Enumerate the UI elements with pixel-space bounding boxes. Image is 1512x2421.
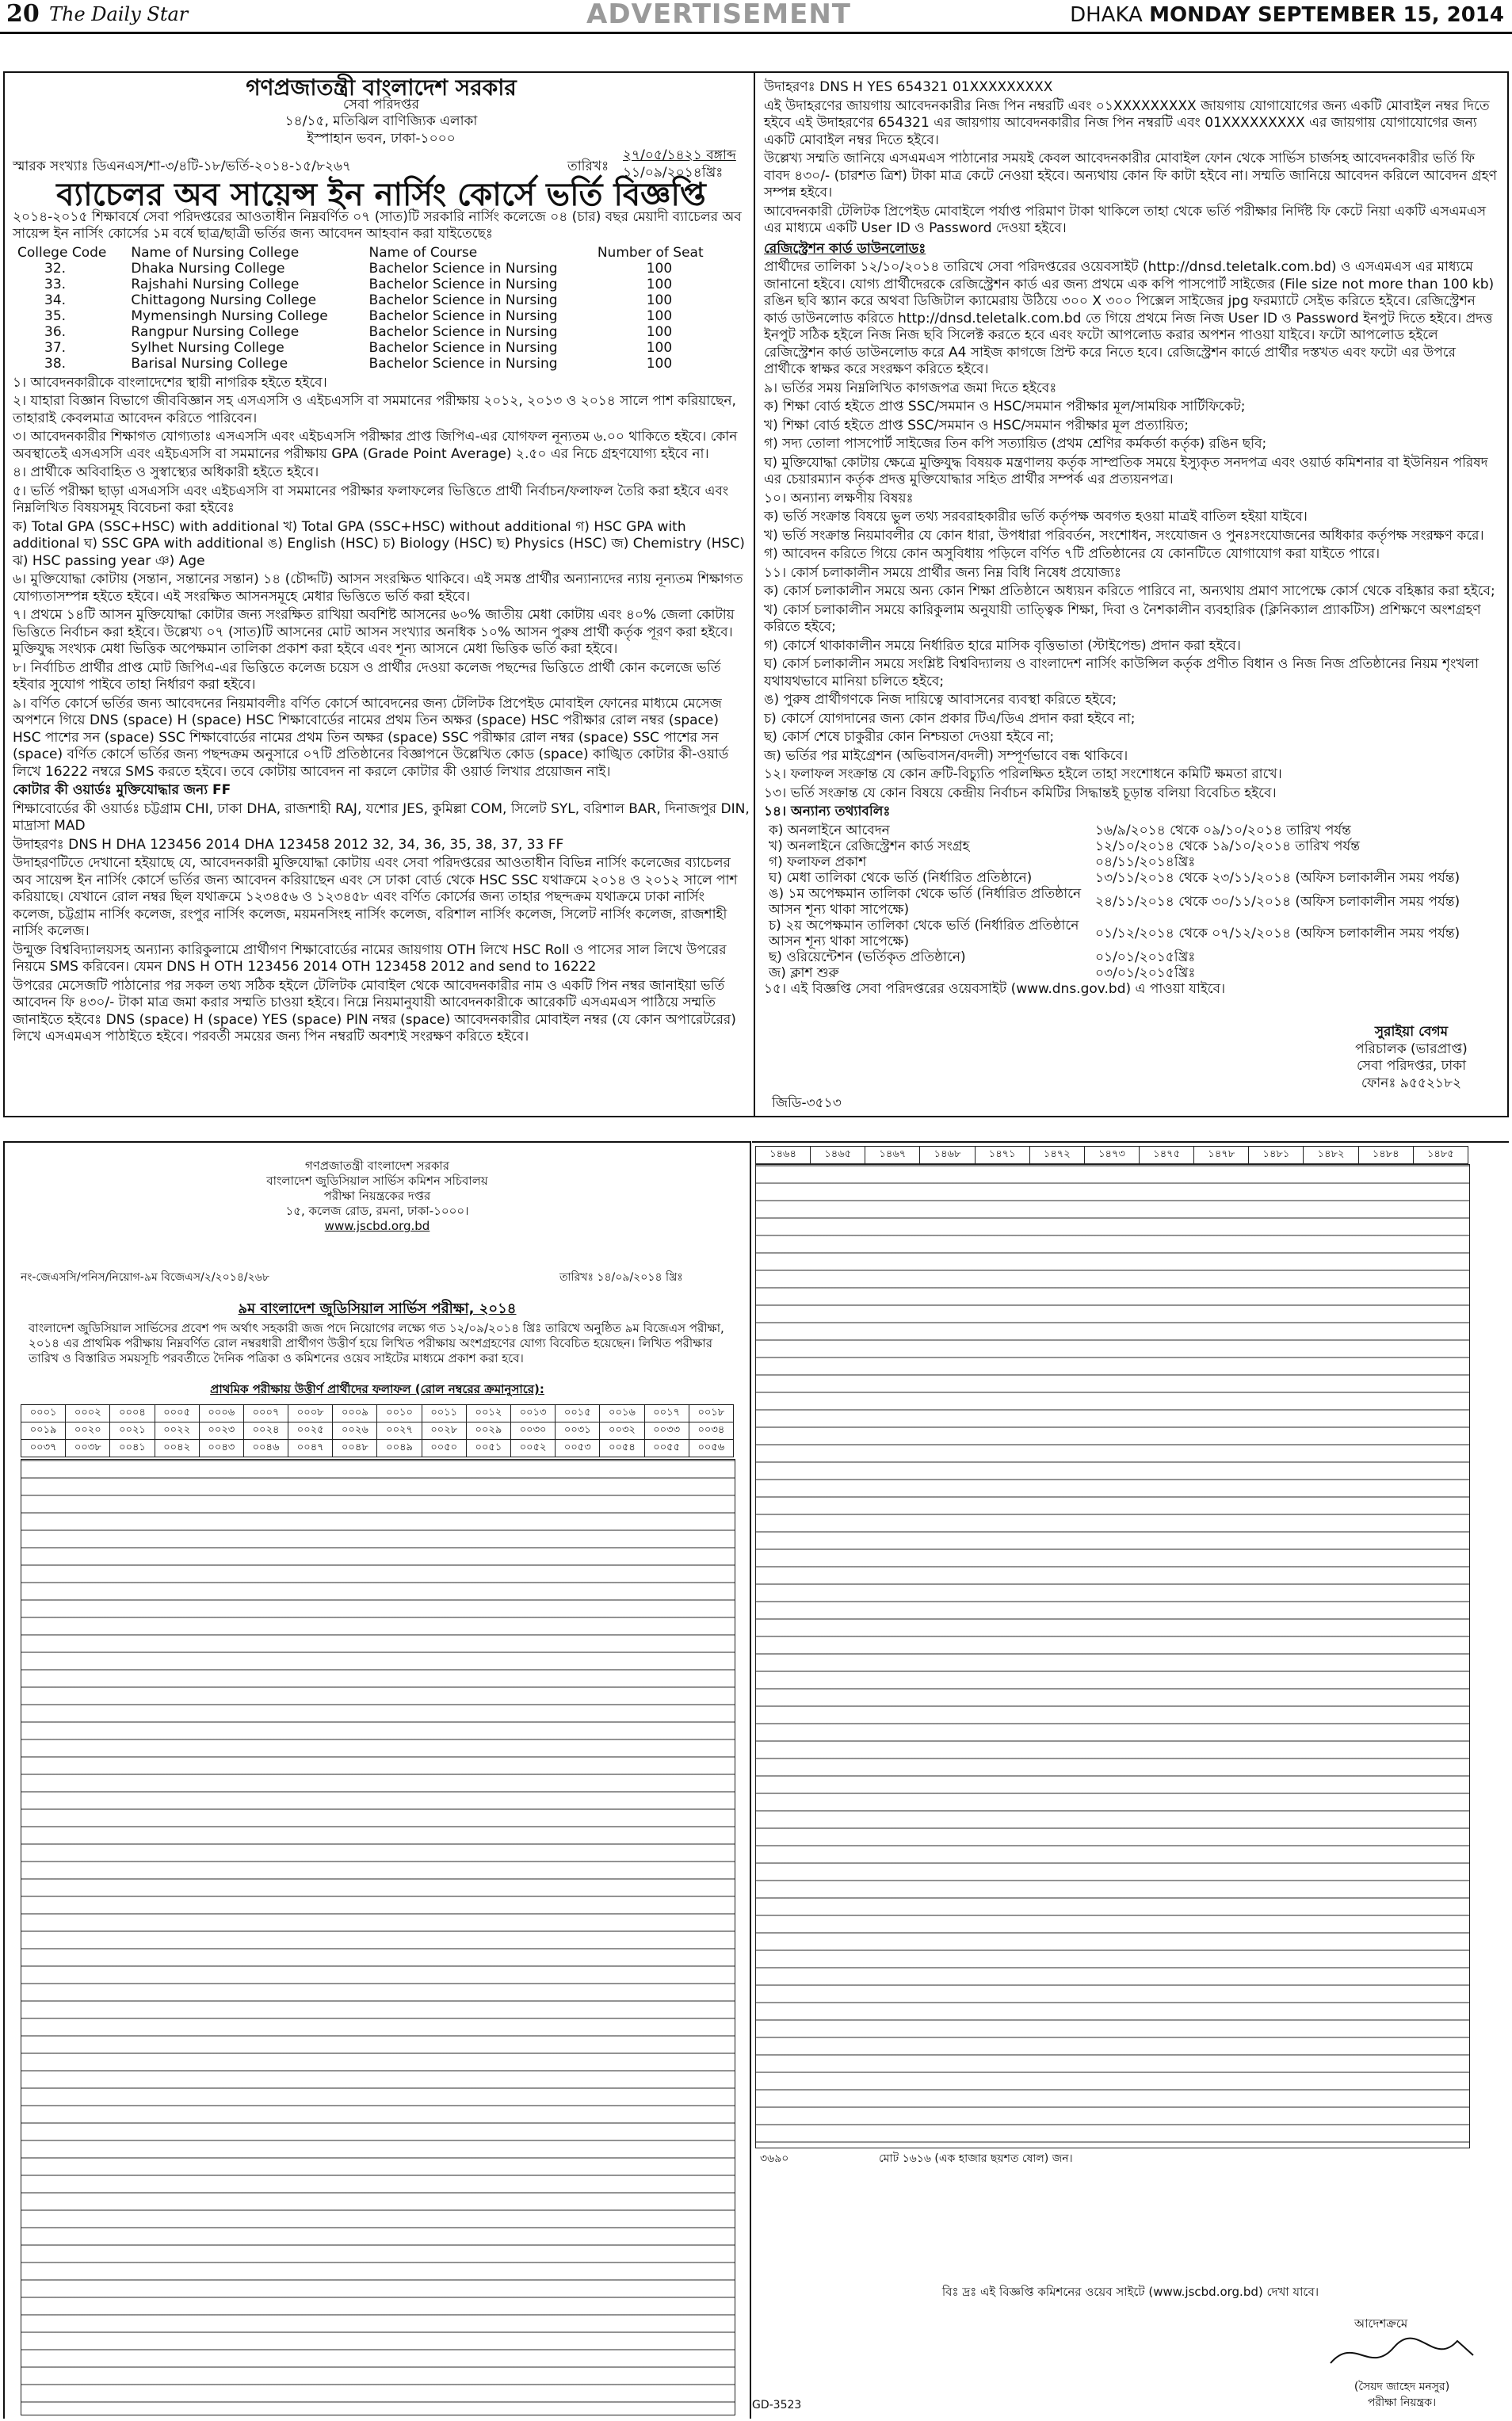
memo-number: স্মারক সংখ্যাঃ ডিএনএস/শা-৩/৪টি-১৮/ভর্তি-২০১৪-১৫/৮২৬৭ bbox=[13, 158, 352, 174]
judicial-right-column bbox=[752, 1141, 1509, 2419]
schedule-row: চ) ২য় অপেক্ষমান তালিকা থেকে ভর্তি (নির্ধারিত প্রতিষ্ঠানে আসন শূন্য থাকা সাপেক্ষে) ০১/১২/২০১৪ থেকে ০৭/১২/২০১৪ (অফিস চলাকালীন সময় পর্যন্ত) bbox=[769, 917, 1460, 949]
doc-point: ক) শিক্ষা বোর্ড হইতে প্রাপ্ত SSC/সমমান ও HSC/সমমান পরীক্ষার মূল/সাময়িক সার্টিফিকেট; bbox=[764, 399, 1246, 414]
issue-date: DHAKA MONDAY SEPTEMBER 15, 2014 bbox=[1070, 3, 1504, 27]
roll-row: ০০৩৭ ০০৩৮ ০০৪১ ০০৪২ ০০৪৩ ০০৪৬ ০০৪৭ ০০৪৮ ০০৪৯ ০০৫০ ০০৫১ ০০৫২ ০০৫৩ ০০৫৪ ০০৫৫ ০০৫৬ bbox=[21, 1440, 734, 1457]
roll-grid-rows bbox=[21, 1460, 735, 2415]
rule-paragraph: ৪। প্রার্থীকে অবিবাহিত ও সুস্বাস্থ্যের অধিকারী হইতে হইবে। bbox=[13, 464, 319, 480]
doc-point: ঘ) মুক্তিযোদ্ধা কোটায় ক্ষেত্রে মুক্তিযুদ্ধ বিষয়ক মন্ত্রণালয় কর্তৃক সাম্প্রতিক সময়ে ইস্যুকৃত সনদপত্র এবং ওয়ার্ড কমিশনার বা ইউনিয়ন পরিষদ এর চেয়ারম্যান কর্তৃক প্রদত্ত মুক্তিযোদ্ধার সহিত প্রার্থীর সম্পর্ক এর প্রত্যয়নপত্র। bbox=[764, 454, 1488, 487]
page-number: 20 bbox=[6, 0, 40, 28]
schedule-row: ক) অনলাইনে আবেদন ১৬/৯/২০১৪ থেকে ০৯/১০/২০১৪ তারিখ পর্যন্ত bbox=[769, 822, 1351, 838]
masthead bbox=[0, 0, 1512, 32]
masthead-rule bbox=[0, 32, 1512, 34]
nursing-ad-right-column bbox=[764, 79, 1497, 999]
website-note: ১৫। এই বিজ্ঞপ্তি সেবা পরিদপ্তরের ওয়েবসাইট (www.dns.gov.bd) এ পাওয়া যাইবে। bbox=[764, 980, 1226, 997]
schedule-row: খ) অনলাইনে রেজিস্ট্রেশন কার্ড সংগ্রহ ১২/১০/২০১৪ থেকে ১৯/১০/২০১৪ তারিখ পর্যন্ত bbox=[769, 838, 1360, 854]
result-correction-note: ১২। ফলাফল সংক্রান্ত যে কোন ক্রটি-বিচ্যুতি পরিলক্ষিত হইলে তাহা সংশোধনে কমিটি ক্ষমতা রাখে। bbox=[764, 766, 1282, 782]
committee-note: ১৩। ভর্তি সংক্রান্ত যে কোন বিষয়ে কেন্দ্রীয় নির্বাচন কমিটির সিদ্ধান্তই চূড়ান্ত বলিয়া বিবেচিত হইবে। bbox=[764, 785, 1277, 801]
roll-row: ০০০১ ০০০২ ০০০৪ ০০০৫ ০০০৬ ০০০৭ ০০০৮ ০০০৯ ০০১০ ০০১১ ০০১২ ০০১৩ ০০১৫ ০০১৬ ০০১৭ ০০১৮ bbox=[21, 1405, 734, 1422]
judicial-govt: গণপ্রজাতন্ত্রী বাংলাদেশ সরকার bbox=[304, 1159, 450, 1173]
judicial-signer-title: পরীক্ষা নিয়ন্ত্রক। bbox=[1367, 2396, 1437, 2409]
last-roll: ৩৬৯০ bbox=[760, 2152, 789, 2165]
college-row: 37. Sylhet Nursing College Bachelor Science in Nursing 100 bbox=[44, 339, 673, 356]
col-header-name: Name of Nursing College bbox=[131, 244, 300, 261]
office-line-2: ১৪/১৫, মতিঝিল বাণিজ্যিক এলাকা bbox=[284, 113, 478, 129]
rule-paragraph: ১। আবেদনকারীকে বাংলাদেশের স্থায়ী নাগরিক হইতে হইবে। bbox=[13, 374, 327, 391]
judicial-signer: (সৈয়দ জাহেদ মনসুর) bbox=[1354, 2381, 1450, 2393]
judicial-title: ৯ম বাংলাদেশ জুডিসিয়াল সার্ভিস পরীক্ষা, ২০১৪ bbox=[238, 1300, 517, 1317]
total-candidates: মোট ১৬১৬ (এক হাজার ছয়শত ষোল) জন। bbox=[879, 2152, 1073, 2165]
judicial-website[interactable]: www.jscbd.org.bd bbox=[324, 1219, 430, 1233]
results-table-title: প্রাথমিক পরীক্ষায় উত্তীর্ণ প্রার্থীদের ফলাফল (রোল নম্বরের ক্রমানুসারে): bbox=[210, 1382, 544, 1396]
roll-grid-continuation bbox=[21, 1459, 735, 2415]
other-board-note: উন্মুক্ত বিশ্ববিদ্যালয়সহ অন্যান্য কারিকুলামে প্রার্থীগণ শিক্ষাবোর্ডের নামের জায়গায় OTH লিখে HSC Roll ও পাসের সাল লিখে উপরের নিয়মে SMS করিবেন। যেমন DNS H OTH 123456 2014 OTH 123458 2012 and send to 16222 bbox=[13, 941, 727, 975]
nursing-admission-ad bbox=[3, 71, 1509, 1117]
restriction-point: খ) কোর্স চলাকালীন সময়ে কারিকুলাম অনুযায়ী তাত্ত্বিক শিক্ষা, দিবা ও নৈশকালীন ব্যবহারিক (ক্লিনিক্যাল প্র্যাকটিস) প্রশিক্ষণে অংশগ্রহণ করিতে হইবে; bbox=[764, 601, 1481, 635]
rule-paragraph: ৬। মুক্তিযোদ্ধা কোটায় (সন্তান, সন্তানের সন্তান) ১৪ (চৌদ্দটি) আসন সংরক্ষিত থাকিবে। এই সমস্ত প্রার্থীর অন্যান্যদের ন্যায় নূন্যতম শিক্ষাগত যোগ্যতাসম্পন্ন হইতে হইবে। এই সংরক্ষিত আসনসমূহে মেধার ভিত্তিতে ভর্তি করা হইবে। bbox=[13, 571, 743, 605]
restriction-point: গ) কোর্সে থাকাকালীন সময়ে নির্ধারিত হারে মাসিক বৃত্তিভাতা (স্টাইপেন্ড) প্রদান করা হইবে। bbox=[764, 637, 1241, 654]
sms-rules: ৯। বর্ণিত কোর্সে ভর্তির জন্য আবেদনের নিয়মাবলীঃ বর্ণিত কোর্সে আবেদনের জন্য টেলিটক প্রিপেইড মোবাইল ফোনের মাধ্যমে মেসেজ অপশনে গিয়ে DNS (space) H (space) HSC শিক্ষাবোর্ডের নামের প্রথম তিন অক্ষর (space) HSC পরীক্ষার রোল নম্বর (space) HSC পাশের সন (space) SSC শিক্ষাবোর্ডের নামের প্রথম তিন অক্ষর (space) SSC পরীক্ষার রোল নম্বর (space) SSC পাশের সন (space) বর্ণিত কোর্সে ভর্তির জন্য পছন্দক্রম অনুসারে ০৭টি প্রতিষ্ঠানের বিজ্ঞাপনে উল্লেখিত কোড (space) কাঙ্খিত কোটার কী-ওয়ার্ড লিখে 16222 নম্বরে SMS করতে হইবে। তবে কোটায় আবেদন না করলে কোটার কী ওয়ার্ড লিখার প্রয়োজন নাই। bbox=[13, 695, 729, 780]
board-keyword: শিক্ষাবোর্ডের কী ওয়ার্ডঃ চট্টগ্রাম CHI, ঢাকা DHA, রাজশাহী RAJ, যশোর JES, কুমিল্লা COM, সিলেট SYL, বরিশাল BAR, দিনাজপুর DIN, মাদ্রাসা MAD bbox=[13, 800, 750, 834]
rule-paragraph: ৮। নির্বাচিত প্রার্থীর প্রাপ্ত মোট জিপিএ-এর ভিত্তিতে কলেজ চয়েস ও প্রার্থীর দেওয়া কলেজ পছন্দের ভিত্তিতে প্রার্থী কোন কলেজে ভর্তি হইবার সুযোগ পাইবে তাহা নির্ধারণ করা হইবে। bbox=[13, 659, 721, 693]
college-row: 38. Barisal Nursing College Bachelor Science in Nursing 100 bbox=[44, 355, 673, 372]
pin-note: উপরের মেসেজটি পাঠানোর পর সকল তথ্য সঠিক হইলে টেলিটক মোবাইল থেকে আবেদনকারীর নাম ও একটি পিন নম্বর জানাইয়া ভর্তি আবেদন ফি ৪৩০/- টাকা মাত্র জমা করার সম্মতি চাওয়া হইবে। নিম্নে নিয়মানুযায়ী আবেদনকারীকে আরেকটি এসএমএস পাঠিয়ে সম্মতি জানাইতে হইবেঃ DNS (space) H (space) YES (space) PIN নম্বর (space) আবেদনকারীর মোবাইল নম্বর (যে কোন অপারেটরের) লিখে এসএমএস পাঠাইতে হইবে। পরবর্তী সময়ের জন্য পিন নম্বরটি অবশ্যই সংরক্ষণ করিতে হইবে। bbox=[13, 977, 736, 1044]
nursing-ad-left-column bbox=[13, 74, 750, 1048]
judicial-header bbox=[5, 1159, 750, 1234]
college-table-header bbox=[13, 245, 726, 261]
doc-point: খ) শিক্ষা বোর্ড হইতে প্রাপ্ত SSC/সমমান ও HSC/সমমান পরীক্ষার মূল প্রত্যায়িত; bbox=[764, 417, 1189, 433]
doc-point: ৯। ভর্তির সময় নিম্নলিখিত কাগজপত্র জমা দিতে হইবেঃ bbox=[764, 380, 1057, 396]
roll-table-first-rows bbox=[21, 1404, 734, 1457]
sms-example: উদাহরণঃ DNS H DHA 123456 2014 DHA 123458 2012 32, 34, 36, 35, 38, 37, 33 FF bbox=[13, 836, 564, 853]
judicial-commission: বাংলাদেশ জুডিসিয়াল সার্ভিস কমিশন সচিবালয় bbox=[266, 1174, 488, 1188]
section-title: ADVERTISEMENT bbox=[586, 0, 851, 30]
office-line-1: সেবা পরিদপ্তর bbox=[343, 96, 419, 113]
roll-row: ১৪৬৪ ১৪৬৫ ১৪৬৭ ১৪৬৮ ১৪৭১ ১৪৭২ ১৪৭৩ ১৪৭৫ ১৪৭৮ ১৪৮১ ১৪৮২ ১৪৮৪ ১৪৮৫ bbox=[756, 1147, 1468, 1164]
quota-keyword: কোটার কী ওয়ার্ডঃ মুক্তিযোদ্ধার জন্য FF bbox=[13, 782, 231, 798]
nursing-signature-block bbox=[1320, 1024, 1502, 1092]
signer-office: সেবা পরিদপ্তর, ঢাকা bbox=[1356, 1058, 1467, 1074]
schedule-row: ছ) ওরিয়েন্টেশন (ভর্তিকৃত প্রতিষ্ঠানে) ০১/০১/২০১৫খ্রিঃ bbox=[769, 949, 1196, 965]
reg-card-title: রেজিস্ট্রেশন কার্ড ডাউনলোডঃ bbox=[764, 240, 926, 257]
judicial-date: তারিখঃ ১৪/০৯/২০১৪ খ্রিঃ bbox=[559, 1271, 683, 1284]
roll-grid-right-rows bbox=[756, 1165, 1469, 2148]
date-english: ১১/০৯/২০১৪খ্রিঃ bbox=[623, 165, 724, 181]
rule-paragraph: ৫। ভর্তি পরীক্ষা ছাড়া এসএসসি এবং এইচএসসি বা সমমানের পরীক্ষার ফলাফলের ভিত্তিতে প্রার্থী নির্বাচন/ফলাফল তৈরি করা হইবে এবং নিম্নলিখিত বিষয়সমূহ বিবেচনা করা হইবেঃ bbox=[13, 483, 729, 516]
judicial-memo: নং-জেএসসি/পনিস/নিয়োগ-৯ম বিজেএস/২/২০১৪/২৬৮ bbox=[21, 1271, 269, 1284]
college-row: 33. Rajshahi Nursing College Bachelor Science in Nursing 100 bbox=[44, 276, 673, 292]
rule-paragraph: ২। যাহারা বিজ্ঞান বিভাগে জীববিজ্ঞান সহ এসএসসি ও এইচএসসি বা সমমানের পরীক্ষায় ২০১২, ২০১৩ ও ২০১৪ সালে পাশ করিয়াছেন, তাহারাই কেবলমাত্র আবেদন করিতে পারিবেন। bbox=[13, 393, 736, 426]
schedule-row: গ) ফলাফল প্রকাশ ০৪/১১/২০১৪খ্রিঃ bbox=[769, 853, 1196, 870]
reg-card-text: প্রার্থীদের তালিকা ১২/১০/২০১৪ তারিখে সেবা পরিদপ্তরের ওয়েবসাইট (http://dnsd.teletalk.com.bd) ও এসএমএস এর মাধ্যমে জানানো হইবে। যোগ্য প্রার্থীদেরকে রেজিস্ট্রেশন কার্ড এর জন্য প্রথমে এক কপি পাসপোর্ট সাইজের (File size not more than 100 kb) রঙিন ছবি স্ক্যান করে অথবা ডিজিটাল ক্যামেরায় উঠিয়ে ৩০০ X ৩০০ পিক্সেল সাইজের jpg ফরম্যাটে সেইভ করিতে হইবে। রেজিস্ট্রেশন কার্ড ডাউনলোড করিতে http://dnsd.teletalk.com.bd তে গিয়ে প্রথমে নিজ নিজ User ID ও Password ইনপুট দিতে হইবে। প্রদত্ত ইনপুট সঠিক হইলে নিজ নিজ ছবি সিলেক্ট করতে হবে এবং ফটো আপলোড করার অপশন পাওয়া যাইবে। ফটো আপলোড হইলে রেজিস্ট্রেশন কার্ড ডাউনলোড করে A4 সাইজ কাগজে প্রিন্ট করে নিতে হবে। রেজিস্ট্রেশন কার্ডে প্রার্থীর দস্তখত এবং ফটো এর উপরে প্রার্থীকে স্বাক্ষর করে সংরক্ষণ করিতে হইবে। bbox=[764, 259, 1495, 377]
schedule-title: ১৪। অন্যান্য তথ্যাবলিঃ bbox=[764, 804, 891, 819]
restriction-point: ১১। কোর্স চলাকালীন সময়ে প্রার্থীর জন্য নিম্ন বিধি নিষেধ প্রযোজ্যঃ bbox=[764, 564, 1121, 581]
paper-name: The Daily Star bbox=[49, 3, 189, 25]
note-point: খ) ভর্তি সংক্রান্ত নিয়মাবলীর যে কোন ধারা, উপধারা পরিবর্তন, সংশোধন, সংযোজন ও পুনঃসংযোজনের অধিকার কর্তৃপক্ষ সংরক্ষণ করে। bbox=[764, 527, 1484, 544]
signer-title: পরিচালক (ভারপ্রাপ্ত) bbox=[1355, 1041, 1468, 1057]
col-header-seat: Number of Seat bbox=[597, 244, 704, 261]
restriction-point: ছ) কোর্স শেষে চাকুরীর কোন নিশ্চয়তা দেওয়া হইবে না; bbox=[764, 729, 1055, 745]
judicial-left-column bbox=[3, 1141, 751, 2419]
rule-paragraph: ৩। আবেদনকারীর শিক্ষাগত যোগ্যতাঃ এসএসসি এবং এইচএসসি পরীক্ষার প্রাপ্ত জিপিএ-এর যোগফল নূন্যতম ৬.০০ থাকিতে হইবে। কোন অবস্থাতেই এসএসসি এবং এইচএসসি বা সমমানের পরীক্ষায় GPA (Grade Point Average) ২.৫০ এর নিচে গ্রহণযোগ্য হইবে না। bbox=[13, 429, 738, 462]
col-header-code: College Code bbox=[17, 244, 107, 261]
date-bangla: ২৭/০৫/১৪২১ বঙ্গাব্দ bbox=[623, 147, 736, 163]
judicial-office: পরীক্ষা নিয়ন্ত্রকের দপ্তর bbox=[323, 1189, 431, 1203]
judicial-result-ad bbox=[3, 1141, 1509, 2419]
roll-row: ০০১৯ ০০২০ ০০২১ ০০২২ ০০২৩ ০০২৪ ০০২৫ ০০২৬ ০০২৭ ০০২৮ ০০২৯ ০০৩০ ০০৩১ ০০৩২ ০০৩৩ ০০৩৪ bbox=[21, 1422, 734, 1440]
college-row: 34. Chittagong Nursing College Bachelor Science in Nursing 100 bbox=[44, 292, 673, 308]
fee-note: উল্লেখ্য সম্মতি জানিয়ে এসএমএস পাঠানোর সময়ই কেবল আবেদনকারীর মোবাইল ফোন থেকে সার্ভিস চার্জসহ আবেদনকারীর ভর্তি ফি বাবদ ৪৩০/- (চারশত ত্রিশ) টাকা মাত্র কেটে নেওয়া হইবে। অন্যথায় কোন ফি কাটা হইবে না। সম্মতি জানিয়ে আবেদন করিলে আবেদন গ্রহণ সম্পন্ন হইবে। bbox=[764, 151, 1497, 200]
note-point: ১০। অন্যান্য লক্ষণীয় বিষয়ঃ bbox=[764, 490, 914, 506]
signer-name: সুরাইয়া বেগম bbox=[1374, 1024, 1449, 1040]
judicial-footer-note: বিঃ দ্রঃ এই বিজ্ঞপ্তি কমিশনের ওয়েব সাইটে (www.jscbd.org.bd) দেখা যাবে। bbox=[941, 2285, 1319, 2299]
yes-example-note: এই উদাহরণের জায়গায় আবেদনকারীর নিজ পিন নম্বরটি এবং ০১XXXXXXXXX জায়গায় যোগাযোগের জন্য একটি মোবাইল নম্বর দিতে হইবে এই উদাহরণের 654321 এর জায়গায় আবেদনকারীর নিজ পিন নম্বরটি এবং 01XXXXXXXXX এর জায়গায় যোগাযোগের জন্য একটি মোবাইল নম্বর দিতে হইবে। bbox=[764, 97, 1490, 148]
college-row: 35. Mymensingh Nursing College Bachelor Science in Nursing 100 bbox=[44, 307, 673, 324]
doc-point: গ) সদ্য তোলা পাসপোর্ট সাইজের তিন কপি সত্যায়িত (প্রথম শ্রেণির কর্মকর্তা কর্তৃক) রঙিন ছবি; bbox=[764, 436, 1267, 452]
office-line-3: ইস্পাহান ভবন, ঢাকা-১০০০ bbox=[307, 130, 456, 147]
judicial-address: ১৫, কলেজ রোড, রমনা, ঢাকা-১০০০। bbox=[285, 1204, 469, 1218]
column-divider bbox=[754, 73, 755, 1116]
roll-grid-right-continuation bbox=[755, 1164, 1470, 2148]
signer-phone: ফোনঃ ৯৫৫২১৮২ bbox=[1361, 1075, 1462, 1091]
note-point: ক) ভর্তি সংক্রান্ত বিষয়ে ভুল তথ্য সরবরাহকারীর ভর্তি কর্তৃপক্ষ অবগত হওয়া মাত্রই বাতিল হইয়া যাইবে। bbox=[764, 509, 1308, 525]
restriction-point: চ) কোর্সে যোগদানের জন্য কোন প্রকার টিএ/ডিএ প্রদান করা হইবে না; bbox=[764, 710, 1136, 727]
userid-note: আবেদনকারী টেলিটক প্রিপেইড মোবাইলে পর্যাপ্ত পরিমাণ টাকা থাকিলে তাহা থেকে ভর্তি পরীক্ষার নির্দিষ্ট ফি কেটে নিয়া একটি এসএমএস এর মাধ্যমে একটি User ID ও Password দেওয়া হইবে। bbox=[764, 203, 1487, 236]
col-header-course: Name of Course bbox=[368, 244, 478, 261]
memo-row bbox=[13, 147, 750, 182]
college-row: 32. Dhaka Nursing College Bachelor Science in Nursing 100 bbox=[44, 260, 673, 277]
schedule-row: ঘ) মেধা তালিকা থেকে ভর্তি (নির্ধারিত প্রতিষ্ঠানে) ১৩/১১/২০১৪ থেকে ২৩/১১/২০১৪ (অফিস চলাকালীন সময় পর্যন্ত) bbox=[769, 869, 1460, 886]
note-point: গ) আবেদন করিতে গিয়ে কোন অসুবিধায় পড়িলে বর্ণিত ৭টি প্রতিষ্ঠানের যে কোনটিতে যোগাযোগ করা যাইতে পারে। bbox=[764, 546, 1380, 562]
order-label: আদেশক্রমে bbox=[1354, 2316, 1408, 2331]
schedule-table bbox=[764, 823, 1493, 981]
restriction-point: ঙ) পুরুষ প্রার্থীগণকে নিজ দায়িত্বে আবাসনের ব্যবস্থা করিতে হইবে; bbox=[764, 692, 1117, 708]
ad-headline: ব্যাচেলর অব সায়েন্স ইন নার্সিং কোর্সে ভর্তি বিজ্ঞপ্তি bbox=[56, 177, 706, 213]
nursing-gd-number: জিডি-৩৫১৩ bbox=[772, 1095, 842, 1111]
signature-scribble bbox=[1323, 2331, 1481, 2379]
ad-intro: ২০১৪-২০১৫ শিক্ষাবর্ষে সেবা পরিদপ্তরের আওতাধীন নিম্নবর্ণিত ০৭ (সাত)টি সরকারি নার্সিং কলেজে ০৪ (চার) বছর মেয়াদী ব্যাচেলর অব সায়েন্স ইন নার্সিং কোর্সের ১ম বর্ষে ছাত্র/ছাত্রী ভর্তির জন্য আবেদন আহবান করা যাইতেছেঃ bbox=[13, 208, 742, 242]
schedule-row: জ) ক্লাশ শুরু ০৩/০১/২০১৫খ্রিঃ bbox=[769, 964, 1196, 981]
schedule-row: ঙ) ১ম অপেক্ষমান তালিকা থেকে ভর্তি (নির্ধারিত প্রতিষ্ঠানে আসন শূন্য থাকা সাপেক্ষে) ২৪/১১/২০১৪ থেকে ৩০/১১/২০১৪ (অফিস চলাকালীন সময় পর্যন্ত) bbox=[769, 885, 1460, 918]
rule-paragraph: ৭। প্রথমে ১৪টি আসন মুক্তিযোদ্ধা কোটার জন্য সংরক্ষিত রাখিয়া অবশিষ্ট আসনের ৬০% জাতীয় মেধা কোটায় এবং ৪০% জেলা কোটায় ভিত্তিতে নির্বাচন করা হইবে। উল্লেখ্য ০৭ (সাত)টি আসনের মোট আসন সংখ্যার অনধিক ১০% আসন পুরুষ প্রার্থী কর্তৃক পূরণ করা হইবে। মুক্তিযুদ্ধ সংখ্যক মেধা ভিত্তিক অপেক্ষমান তালিকা প্রকাশ করা হইবে এবং শূন্য আসনে মেধা ভিত্তিক ভর্তি করা হইবে। bbox=[13, 607, 735, 657]
gpa-criteria: ক) Total GPA (SSC+HSC) with additional খ) Total GPA (SSC+HSC) without additional গ) HSC GPA with additional ঘ) SSC GPA with additional ঙ) English (HSC) চ) Biology (HSC) ছ) Physics (HSC) জ) Chemistry (HSC) ঝ) HSC passing year ঞ) Age bbox=[13, 518, 745, 569]
judicial-body: বাংলাদেশ জুডিসিয়াল সার্ভিসের প্রবেশ পদ অর্থাৎ সহকারী জজ পদে নিয়োগের লক্ষ্যে গত ১২/০৯/২০১৪ খ্রিঃ তারিখে অনুষ্ঠিত ৯ম বিজেএস পরীক্ষা, ২০১৪ এর প্রাথমিক পরীক্ষায় নিম্নবর্ণিত রোল নম্বরধারী প্রার্থীগণ উত্তীর্ণ হয়ে লিখিত পরীক্ষায় অংশগ্রহণের যোগ্য বিবেচিত হয়েছেন। লিখিত পরীক্ষার তারিখ ও বিস্তারিত সময়সূচি পরবর্তীতে দৈনিক পত্রিকা ও কমিশনের ওয়েব সাইটের মাধ্যমে প্রকাশ করা হবে। bbox=[29, 1321, 724, 1365]
eligibility-list bbox=[13, 375, 750, 1046]
restriction-point: জ) ভর্তির পর মাইগ্রেশন (অভিবাসন/বদলী) সম্পূর্ণভাবে বন্ধ থাকিবে। bbox=[764, 747, 1128, 764]
judicial-gd-number: GD-3523 bbox=[752, 2399, 802, 2411]
roll-table-right-first-row bbox=[755, 1146, 1468, 1164]
date-label: তারিখঃ bbox=[567, 158, 609, 174]
yes-example: উদাহরণঃ DNS H YES 654321 01XXXXXXXXX bbox=[764, 79, 1053, 95]
college-row: 36. Rangpur Nursing College Bachelor Science in Nursing 100 bbox=[44, 323, 673, 340]
restriction-point: ক) কোর্স চলাকালীন সময়ে অন্য কোন শিক্ষা প্রতিষ্ঠানে অধ্যয়ন করিতে পারিবে না, অন্যথায় প্রমাণ সাপেক্ষে কোর্স থেকে বহিষ্কার করা হইবে; bbox=[764, 583, 1495, 599]
restriction-point: ঘ) কোর্স চলাকালীন সময়ে সংশ্লিষ্ট বিশ্ববিদ্যালয় ও বাংলাদেশ নার্সিং কাউন্সিল কর্তৃক প্রণীত বিধান ও নিজ নিজ প্রতিষ্ঠানের নিয়ম শৃংখলা যথাযথভাবে মানিয়া চলিতে হইবে; bbox=[764, 656, 1480, 689]
college-table bbox=[13, 245, 726, 372]
example-explanation: উদাহরণটিতে দেখানো হইয়াছে যে, আবেদনকারী মুক্তিযোদ্ধা কোটায় এবং সেবা পরিদপ্তরের আওতাধীন বিভিন্ন নার্সিং কলেজের ব্যাচেলর অব সায়েন্স ইন নার্সিং কোর্সে ভর্তির জন্য আবেদন করিয়াছেন এবং সে ঢাকা বোর্ড থেকে HSC SSC যথাক্রমে ২০১৪ ও ২০১২ সালে পাশ করিয়াছে। যেখানে রোল নম্বর ছিল যথাক্রমে ১২৩৪৫৬ ও ১২৩৪৫৮ এবং বর্ণিত কোর্সের জন্য তাহার পছন্দক্রম যথাক্রমে ঢাকা নার্সিং কলেজ, চট্টগ্রাম নার্সিং কলেজ, রংপুর নার্সিং কলেজ, ময়মনসিংহ নার্সিং কলেজ, বরিশাল নার্সিং কলেজ, সিলেট নার্সিং কলেজ, রাজশাহী নার্সিং কলেজ। bbox=[13, 855, 738, 939]
govt-title: গণপ্রজাতন্ত্রী বাংলাদেশ সরকার bbox=[246, 74, 517, 101]
